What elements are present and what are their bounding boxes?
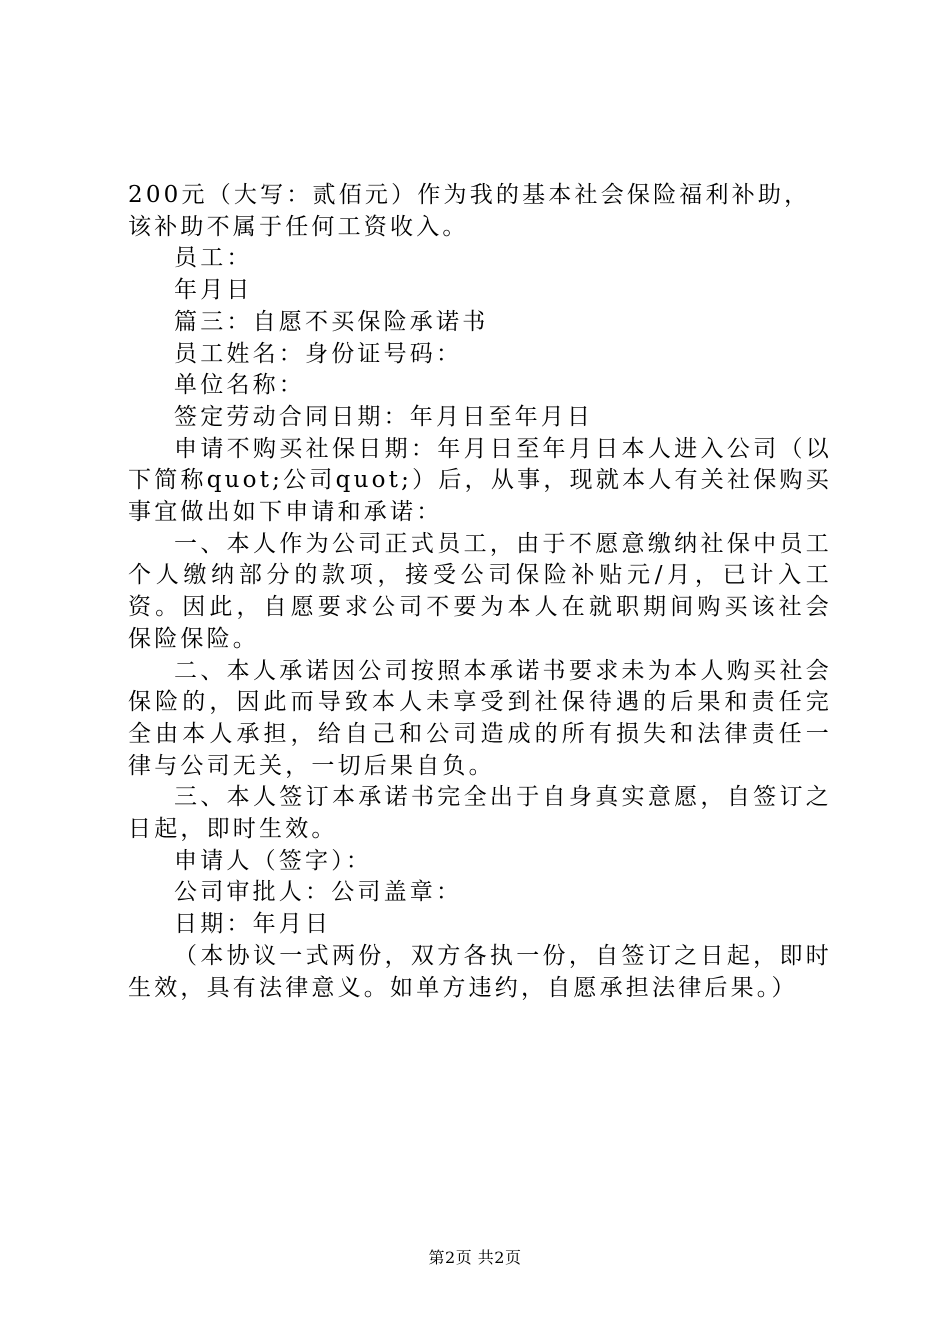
page-number: 第2页 共2页 <box>428 1248 522 1267</box>
applicant-signature-field: 申请人（签字）： <box>174 847 373 874</box>
paragraph-application: 申请不购买社保日期：年月日至年月日本人进入公司（以下简称quot;公司quot;）后，从事，现就本人有关社保购买事宜做出如下申请和承诺： <box>128 435 832 526</box>
company-name-field: 单位名称： <box>174 372 305 399</box>
paragraph-clause-1: 一、本人作为公司正式员工，由于不愿意缴纳社保中员工个人缴纳部分的款项，接受公司保险补贴元/月，已计入工资。因此，自愿要求公司不要为本人在就职期间购买该社会保险保险。 <box>128 530 832 652</box>
paragraph-clause-3: 三、本人签订本承诺书完全出于自身真实意愿，自签订之日起，即时生效。 <box>128 784 832 843</box>
document-body <box>128 180 832 1004</box>
paragraph-clause-2: 二、本人承诺因公司按照本承诺书要求未为本人购买社会保险的，因此而导致本人未享受到社保待遇的后果和责任完全由本人承担，给自己和公司造成的所有损失和法律责任一律与公司无关，一切后果自负。 <box>128 657 832 779</box>
date-field: 日期：年月日 <box>174 911 332 938</box>
paragraph-subsidy: 200元（大写：贰佰元）作为我的基本社会保险福利补助，该补助不属于任何工资收入。 <box>128 182 811 240</box>
approver-stamp-field: 公司审批人：公司盖章： <box>174 879 463 906</box>
employee-name-id-field: 员工姓名：身份证号码： <box>174 340 463 367</box>
date-placeholder: 年月日 <box>174 277 253 304</box>
contract-date-field: 签定劳动合同日期：年月日至年月日 <box>174 403 594 430</box>
paragraph-agreement-note: （本协议一式两份，双方各执一份，自签订之日起，即时生效，具有法律意义。如单方违约，自愿承担法律后果。） <box>128 942 832 1001</box>
employee-label: 员工： <box>174 245 253 272</box>
section-title: 篇三：自愿不买保险承诺书 <box>174 308 489 335</box>
